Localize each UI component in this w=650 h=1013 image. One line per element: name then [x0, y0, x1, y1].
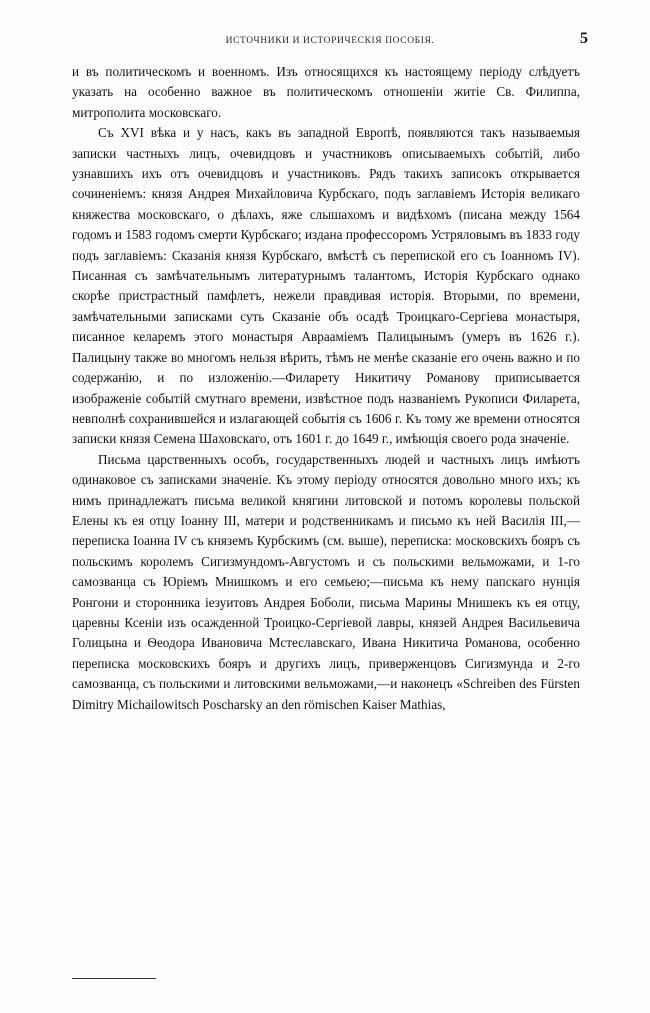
page-header: [70, 36, 590, 46]
paragraph: Письма царственныхъ особъ, государственныхъ людей и частныхъ лицъ имѣютъ одинаковое съ записками значеніе. Къ этому періоду относятся довольно много ихъ; къ нимъ принадлежатъ письма великой княгини литовской и потомъ королевы польской Елены къ ея отцу Іоанну III, матери и родственникамъ и письмо къ ней Василія III,—переписка Іоанна IV съ княземъ Курбскимъ (см. выше), переписка: московскихъ бояръ съ польскимъ королемъ Сигизмундомъ-Августомъ и съ польскими вельможами, и 1-го самозванца съ Юріемъ Мнишкомъ и его семьею;—письма къ нему папскаго нунція Ронгони и сторонника іезуитовъ Андрея Боболи, письма Марины Мнишекъ къ ея отцу, царевны Ксеніи изъ осажденной Троицко-Сергіевой лавры, князей Андрея Васильевича Голицына и Ѳеодора Ивановича Мстеславскаго, Ивана Никитича Романова, особенно переписка московскихъ бояръ и другихъ лицъ, приверженцовъ Сигизмунда и 2-го самозванца, съ польскими и литовскими вельможами,—и наконецъ «Schreiben des Fürsten Dimitry Michailowitsch Poscharsky an den römischen Kaiser Mathias,: [72, 451, 580, 712]
paragraph: Съ XVI вѣка и у насъ, какъ въ западной Европѣ, появляются такъ называемыя записки частныхъ лицъ, очевидцовъ и участниковъ описываемыхъ событій, либо узнавшихъ ихъ отъ очевидцовъ и участниковъ. Рядъ такихъ записокъ открывается сочиненіемъ: князя Андрея Михайловича Курбскаго, подъ заглавіемъ Исторія великаго княжества московскаго, о дѣлахъ, яже слышахомъ и видѣхомъ (писана между 1564 годомъ и 1583 годомъ смерти Курбскаго; издана профессоромъ Устряловымъ въ 1833 году подъ заглавіемъ: Сказанія князя Курбскаго, вмѣстѣ съ перепиской его съ Іоанномъ IV). Писанная съ замѣчательнымъ литературнымъ талантомъ, Исторія Курбскаго однако скорѣе пристрастный памфлетъ, нежели правдивая исторія. Вторыми, по времени, замѣчательными записками суть Сказаніе объ осадѣ Троицкаго-Сергіева монастыря, писанное келаремъ этого монастыря Авраамiемъ Палицынымъ (умеръ въ 1626 г.). Палицыну также во многомъ нельзя вѣрить, тѣмъ не менѣе сказаніе его очень важно и по содержанію, и по изложенію.—Филарету Никитичу Романову приписывается изображеніе событій смутнаго времени, извѣстное подъ названіемъ Рукописи Филарета, невполнѣ сохранившейся и излагающей событія съ 1606 г. Къ тому же времени относятся записки князя Семена Шаховскаго, отъ 1601 г. до 1649 г., имѣющія своего рода значеніе.: [72, 125, 580, 447]
running-head: ИСТОЧНИКИ И ИСТОРИЧЕСКІЯ ПОСОБІЯ.: [225, 36, 435, 46]
page-number: 5: [580, 30, 588, 47]
body-text: [72, 62, 580, 715]
paragraph: и въ политическомъ и военномъ. Изъ относящихся къ настоящему періоду слѣдуетъ указать на особенно важное въ политическомъ отношеніи житіе Св. Филиппа, митрополита московскаго.: [72, 64, 580, 120]
footnote-rule: [72, 978, 156, 979]
